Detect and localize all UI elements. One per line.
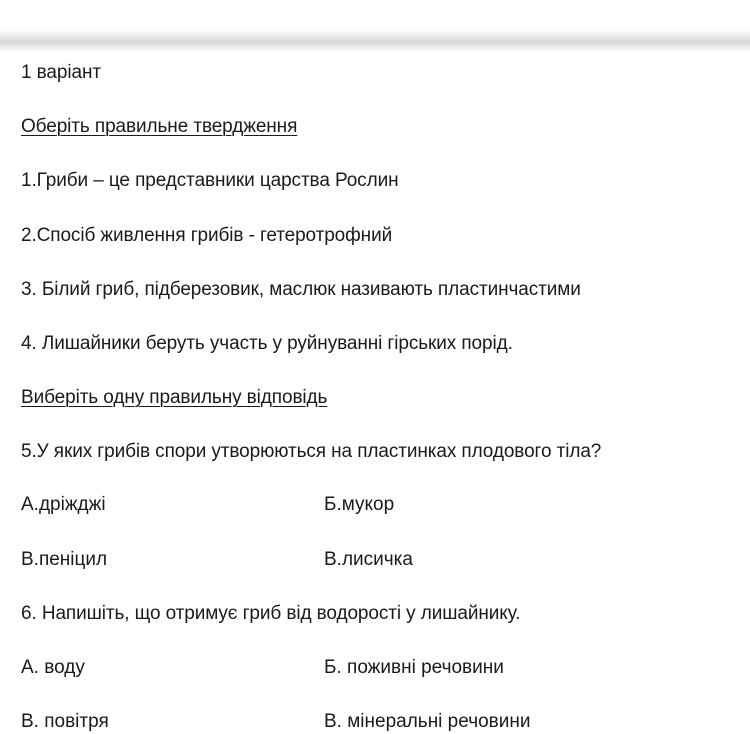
question-6-option-c: В. повітря: [21, 711, 109, 732]
section2-heading: Виберіть одну правильну відповідь: [21, 387, 328, 408]
statement-2: 2.Спосіб живлення грибів - гетеротрофний: [21, 225, 393, 246]
statement-1: 1.Гриби – це представники царства Рослин: [21, 170, 399, 191]
question-5-option-b: Б.мукор: [324, 494, 395, 515]
question-6-option-a: А. воду: [21, 657, 85, 678]
question-6-text: 6. Напишіть, що отримує гриб від водорості у лишайнику.: [21, 603, 521, 624]
question-6-option-b: Б. поживні речовини: [324, 657, 504, 678]
section1-heading: Оберіть правильне твердження: [21, 116, 298, 137]
statement-3: 3. Білий гриб, підберезовик, маслюк називають пластинчастими: [21, 279, 581, 300]
question-5-option-c: В.пеніцил: [21, 549, 108, 570]
question-5-option-d: В.лисичка: [324, 549, 413, 570]
statement-4: 4. Лишайники беруть участь у руйнуванні гірських порід.: [21, 333, 513, 354]
variant-label: 1 варіант: [21, 62, 101, 83]
question-5-option-a: А.дріжджі: [21, 494, 106, 515]
question-5-text: 5.У яких грибів спори утворюються на пластинках плодового тіла?: [21, 441, 602, 462]
question-6-option-d: В. мінеральні речовини: [324, 711, 531, 732]
